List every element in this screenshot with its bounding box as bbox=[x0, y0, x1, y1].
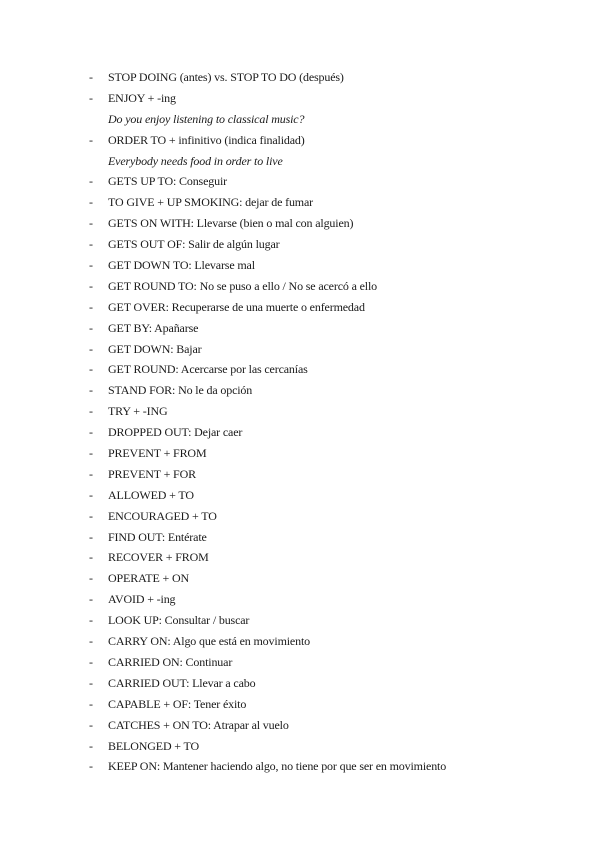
item-text: BELONGED + TO bbox=[108, 738, 200, 753]
bullet-marker: - bbox=[89, 383, 93, 398]
list-item bbox=[0, 297, 600, 318]
item-text: CAPABLE + OF: Tener éxito bbox=[108, 696, 247, 711]
bullet-marker: - bbox=[89, 362, 93, 377]
bullet-marker: - bbox=[89, 634, 93, 649]
bullet-marker: - bbox=[89, 425, 93, 440]
bullet-marker: - bbox=[89, 404, 93, 419]
item-text: CATCHES + ON TO: Atrapar al vuelo bbox=[108, 717, 289, 732]
bullet-marker: - bbox=[89, 529, 93, 544]
list-item bbox=[0, 464, 600, 485]
list-item bbox=[0, 589, 600, 610]
bullet-marker: - bbox=[89, 550, 93, 565]
list-item bbox=[0, 276, 600, 297]
item-text: STAND FOR: No le da opción bbox=[108, 383, 253, 398]
list-item bbox=[0, 715, 600, 736]
bullet-marker: - bbox=[89, 258, 93, 273]
list-item bbox=[0, 610, 600, 631]
item-text: FIND OUT: Entérate bbox=[108, 529, 207, 544]
bullet-marker: - bbox=[89, 738, 93, 753]
list-item bbox=[0, 673, 600, 694]
item-text: OPERATE + ON bbox=[108, 571, 189, 586]
list-item bbox=[0, 568, 600, 589]
bullet-marker: - bbox=[89, 70, 93, 84]
item-text: GET BY: Apañarse bbox=[108, 320, 199, 335]
list-item bbox=[0, 401, 600, 422]
bullet-marker: - bbox=[89, 132, 93, 147]
item-text: GET ROUND TO: No se puso a ello / No se acercó a ello bbox=[108, 278, 377, 293]
list-item bbox=[0, 527, 600, 548]
item-text: TRY + -ING bbox=[108, 404, 168, 419]
list-item bbox=[0, 736, 600, 757]
item-text: PREVENT + FOR bbox=[108, 466, 196, 481]
bullet-marker: - bbox=[89, 717, 93, 732]
item-text: GET OVER: Recuperarse de una muerte o enfermedad bbox=[108, 299, 365, 314]
bullet-marker: - bbox=[89, 174, 93, 189]
list-item bbox=[0, 652, 600, 673]
list-item bbox=[0, 547, 600, 568]
list-item bbox=[0, 359, 600, 380]
item-text: PREVENT + FROM bbox=[108, 446, 207, 461]
example-text: Do you enjoy listening to classical music? bbox=[108, 111, 305, 126]
item-text: CARRY ON: Algo que está en movimiento bbox=[108, 634, 310, 649]
list-item bbox=[0, 339, 600, 360]
bullet-marker: - bbox=[89, 508, 93, 523]
bullet-marker: - bbox=[89, 90, 93, 105]
bullet-marker: - bbox=[89, 237, 93, 252]
list-item bbox=[0, 631, 600, 652]
item-text: ALLOWED + TO bbox=[108, 487, 194, 502]
list-item bbox=[0, 67, 600, 88]
list-item bbox=[0, 88, 600, 109]
list-item bbox=[0, 192, 600, 213]
list-item bbox=[0, 255, 600, 276]
bullet-marker: - bbox=[89, 216, 93, 231]
bullet-marker: - bbox=[89, 195, 93, 210]
bullet-marker: - bbox=[89, 299, 93, 314]
item-text: DROPPED OUT: Dejar caer bbox=[108, 425, 243, 440]
list-item bbox=[0, 130, 600, 151]
list-item bbox=[0, 171, 600, 192]
item-text: RECOVER + FROM bbox=[108, 550, 209, 565]
list-item bbox=[0, 443, 600, 464]
item-text: AVOID + -ing bbox=[108, 592, 176, 607]
bullet-marker: - bbox=[89, 341, 93, 356]
bullet-marker: - bbox=[89, 613, 93, 628]
bullet-marker: - bbox=[89, 278, 93, 293]
phrasal-verb-list bbox=[0, 67, 600, 777]
item-text: ENCOURAGED + TO bbox=[108, 508, 217, 523]
item-text: GET ROUND: Acercarse por las cercanías bbox=[108, 362, 308, 377]
list-item bbox=[0, 318, 600, 339]
item-text: ORDER TO + infinitivo (indica finalidad) bbox=[108, 132, 305, 147]
list-item bbox=[0, 485, 600, 506]
item-text: GETS UP TO: Conseguir bbox=[108, 174, 227, 189]
list-item bbox=[0, 380, 600, 401]
example-text: Everybody needs food in order to live bbox=[108, 153, 283, 168]
item-text: CARRIED OUT: Llevar a cabo bbox=[108, 675, 256, 690]
bullet-marker: - bbox=[89, 571, 93, 586]
item-text: LOOK UP: Consultar / buscar bbox=[108, 613, 250, 628]
list-item bbox=[0, 694, 600, 715]
bullet-marker: - bbox=[89, 675, 93, 690]
item-text: TO GIVE + UP SMOKING: dejar de fumar bbox=[108, 195, 313, 210]
bullet-marker: - bbox=[89, 592, 93, 607]
list-item bbox=[0, 422, 600, 443]
item-text: GETS ON WITH: Llevarse (bien o mal con alguien) bbox=[108, 216, 354, 231]
list-item bbox=[0, 234, 600, 255]
list-item bbox=[0, 213, 600, 234]
bullet-marker: - bbox=[89, 654, 93, 669]
item-text: STOP DOING (antes) vs. STOP TO DO (después) bbox=[108, 70, 344, 84]
list-item bbox=[0, 756, 600, 777]
item-text: GET DOWN: Bajar bbox=[108, 341, 202, 356]
document-page bbox=[0, 67, 600, 777]
list-item bbox=[0, 506, 600, 527]
bullet-marker: - bbox=[89, 487, 93, 502]
bullet-marker: - bbox=[89, 696, 93, 711]
bullet-marker: - bbox=[89, 320, 93, 335]
bullet-marker: - bbox=[89, 759, 93, 774]
example-sentence bbox=[0, 151, 600, 172]
item-text: GETS OUT OF: Salir de algún lugar bbox=[108, 237, 280, 252]
example-sentence bbox=[0, 109, 600, 130]
bullet-marker: - bbox=[89, 446, 93, 461]
item-text: ENJOY + -ing bbox=[108, 90, 176, 105]
item-text: CARRIED ON: Continuar bbox=[108, 654, 233, 669]
bullet-marker: - bbox=[89, 466, 93, 481]
item-text: GET DOWN TO: Llevarse mal bbox=[108, 258, 255, 273]
item-text: KEEP ON: Mantener haciendo algo, no tiene por que ser en movimiento bbox=[108, 759, 447, 774]
